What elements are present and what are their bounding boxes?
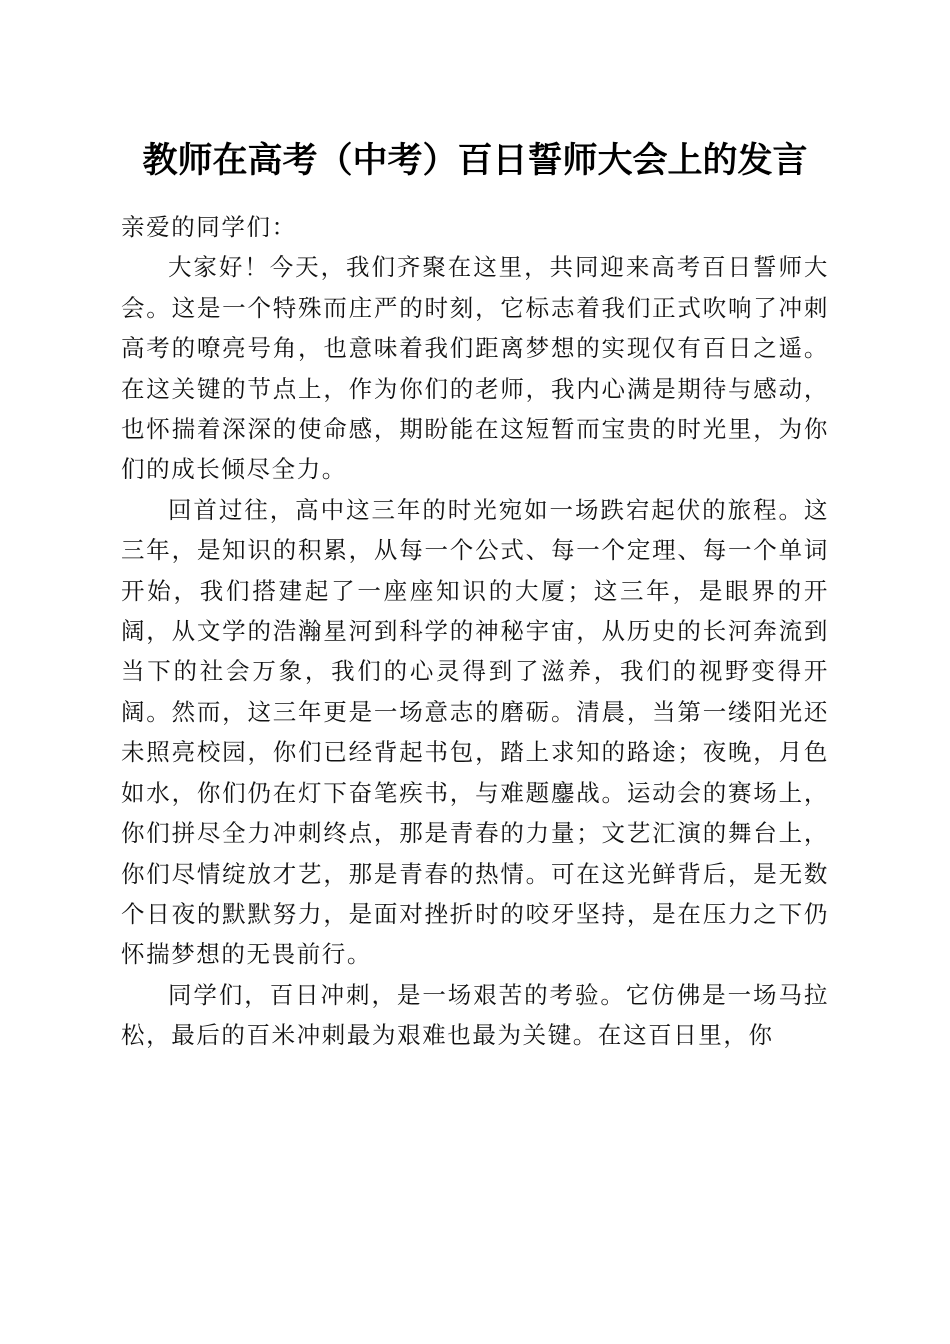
paragraph-3: 同学们，百日冲刺，是一场艰苦的考验。它仿佛是一场马拉松，最后的百米冲刺最为艰难也最为关键。在这百日里，你 bbox=[121, 980, 829, 1050]
paragraph-1: 大家好！今天，我们齐聚在这里，共同迎来高考百日誓师大会。这是一个特殊而庄严的时刻，它标志着我们正式吹响了冲刺高考的嘹亮号角，也意味着我们距离梦想的实现仅有百日之遥。在这关键的节点上，作为你们的老师，我内心满是期待与感动，也怀揣着深深的使命感，期盼能在这短暂而宝贵的时光里，为你们的成长倾尽全力。 bbox=[121, 253, 829, 484]
salutation: 亲爱的同学们： bbox=[121, 213, 297, 241]
paragraph-2: 回首过往，高中这三年的时光宛如一场跌宕起伏的旅程。这三年，是知识的积累，从每一个公式、每一个定理、每一个单词开始，我们搭建起了一座座知识的大厦；这三年，是眼界的开阔，从文学的浩瀚星河到科学的神秘宇宙，从历史的长河奔流到当下的社会万象，我们的心灵得到了滋养，我们的视野变得开阔。然而，这三年更是一场意志的磨砺。清晨，当第一缕阳光还未照亮校园，你们已经背起书包，踏上求知的路途；夜晚，月色如水，你们仍在灯下奋笔疾书，与难题鏖战。运动会的赛场上，你们拼尽全力冲刺终点，那是青春的力量；文艺汇演的舞台上，你们尽情绽放才艺，那是青春的热情。可在这光鲜背后，是无数个日夜的默默努力，是面对挫折时的咬牙坚持，是在压力之下仍怀揣梦想的无畏前行。 bbox=[121, 495, 829, 969]
page-title: 教师在高考（中考）百日誓师大会上的发言 bbox=[142, 140, 808, 181]
document-body bbox=[121, 207, 829, 1056]
